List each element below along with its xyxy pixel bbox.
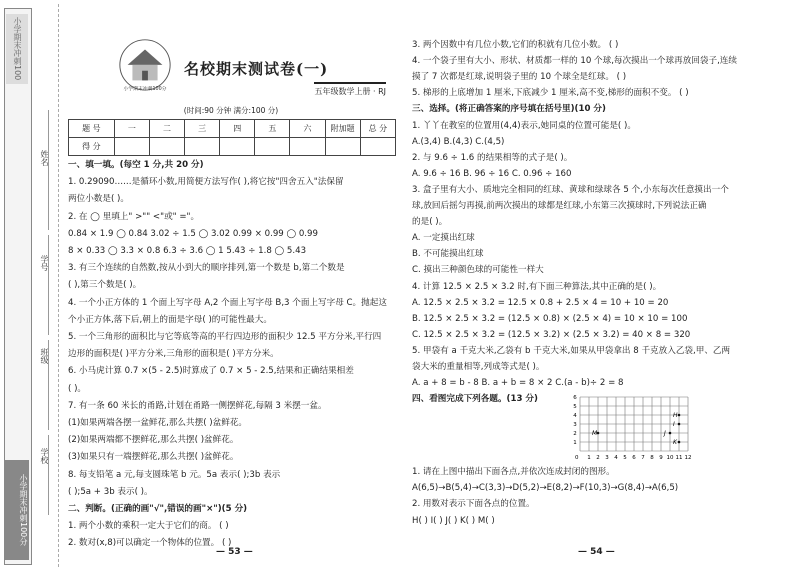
grid-question-line: 2. 用数对表示下面各点的位置。 bbox=[412, 499, 535, 509]
grid-point-label: K bbox=[673, 439, 677, 446]
question-line: 1. 0.29090……是循环小数,用简便方法写作( ),将它按"四舍五入"法保留 bbox=[68, 177, 344, 188]
question-line: 1. 丫丫在教室的位置用(4,4)表示,她同桌的位置可能是( )。 bbox=[412, 120, 636, 131]
grid-point-label: I bbox=[673, 421, 675, 428]
question-line: (3)如果只有一端摆鲜花,那么共摆( )盆鲜花。 bbox=[68, 452, 239, 463]
y-tick-label: 4 bbox=[573, 413, 577, 419]
question-line: (2)如果两端都不摆鲜花,那么共摆( )盆鲜花。 bbox=[68, 435, 239, 446]
score-table bbox=[68, 119, 396, 156]
question-line: A. 9.6 ÷ 16 B. 96 ÷ 16 C. 0.96 ÷ 160 bbox=[412, 168, 572, 179]
x-tick-label: 8 bbox=[650, 455, 654, 461]
school-line bbox=[48, 435, 50, 515]
question-line: 袋大米的重量相等,列成等式是( )。 bbox=[412, 362, 545, 372]
class-label: 班级 bbox=[40, 348, 49, 364]
question-line: 2. 数对(x,8)可以确定一个物体的位置。 ( ) bbox=[68, 538, 232, 549]
question-line: 6. 小马虎计算 0.7 ×(5 - 2.5)时算成了 0.7 × 5 - 2.5,结果和正确结果相差 bbox=[68, 366, 354, 377]
question-line: A. 一定摸出红球 bbox=[412, 233, 475, 244]
score-cell[interactable] bbox=[325, 138, 360, 156]
question-line: 3. 有三个连续的自然数,按从小到大的顺序排列,第一个数是 b,第二个数是 bbox=[68, 263, 345, 274]
logo-house-icon bbox=[116, 34, 174, 92]
question-line: 2. 在 ◯ 里填上" >"" <"或" ="。 bbox=[68, 211, 200, 222]
right-page bbox=[408, 0, 788, 571]
question-line: 个小正方体,落下后,朝上的面是字母( )的可能性最大。 bbox=[68, 314, 272, 325]
y-tick-label: 2 bbox=[573, 431, 577, 437]
school-label: 学校 bbox=[40, 448, 49, 464]
grid-question-line: A(6,5)→B(5,4)→C(3,3)→D(5,2)→E(8,2)→F(10,3)→G(8,4)→A(6,5) bbox=[412, 483, 679, 493]
logo-text: 小学期末冲刺100分 bbox=[123, 87, 167, 92]
score-cell: 总 分 bbox=[360, 120, 395, 138]
grid-point bbox=[678, 441, 681, 444]
x-tick-label: 10 bbox=[666, 455, 674, 461]
name-line bbox=[48, 110, 50, 230]
score-cell: 六 bbox=[290, 120, 325, 138]
binding-sidebar bbox=[0, 0, 70, 571]
y-tick-label: 3 bbox=[573, 422, 577, 428]
x-tick-label: 1 bbox=[587, 455, 591, 461]
score-cell: 四 bbox=[220, 120, 255, 138]
score-cell[interactable] bbox=[114, 138, 149, 156]
question-line: 8. 每支铅笔 a 元,每支圆珠笔 b 元。5a 表示( );3b 表示 bbox=[68, 469, 281, 480]
x-tick-label: 4 bbox=[614, 455, 618, 461]
x-tick-label: 2 bbox=[596, 455, 600, 461]
grid-point-label: M bbox=[592, 430, 598, 437]
id-line bbox=[48, 235, 50, 335]
question-line: ( )。 bbox=[68, 383, 87, 394]
section-heading: 四、看图完成下列各题。(13 分) bbox=[412, 394, 538, 405]
question-line: 0.84 × 1.9 ◯ 0.84 3.02 ÷ 1.5 ◯ 3.02 0.99 × 0.99 ◯ 0.99 bbox=[68, 228, 318, 239]
question-line: 8 × 0.33 ◯ 3.3 × 0.8 6.3 ÷ 3.6 ◯ 1 5.43 ÷ 1.8 ◯ 5.43 bbox=[68, 246, 307, 256]
question-line: ( );5a + 3b 表示( )。 bbox=[68, 486, 153, 497]
name-label: 姓名 bbox=[40, 150, 49, 166]
origin-label: 0 bbox=[575, 455, 579, 461]
x-tick-label: 6 bbox=[632, 455, 636, 461]
score-cell[interactable] bbox=[185, 138, 220, 156]
score-cell: 三 bbox=[185, 120, 220, 138]
page-title: 名校期末测试卷(一) bbox=[184, 60, 329, 78]
x-tick-label: 5 bbox=[623, 455, 627, 461]
question-line: 3. 两个因数中有几位小数,它们的积就有几位小数。 ( ) bbox=[412, 40, 619, 50]
section-heading: 三、选择。(将正确答案的序号填在括号里)(10 分) bbox=[412, 104, 606, 115]
score-cell: 二 bbox=[149, 120, 184, 138]
grid-question-line: 1. 请在上图中描出下面各点,并依次连成封闭的图形。 bbox=[412, 467, 615, 477]
student-id-label: 学号 bbox=[40, 255, 49, 271]
grid-point bbox=[669, 432, 672, 435]
score-cell: 附加题 bbox=[325, 120, 360, 138]
question-line: 的是( )。 bbox=[412, 217, 448, 228]
question-line: (1)如果两端各摆一盆鲜花,那么共摆( )盆鲜花。 bbox=[68, 418, 248, 428]
x-tick-label: 3 bbox=[605, 455, 609, 461]
coordinate-grid bbox=[566, 393, 706, 463]
subject-label: 五年级数学上册 · RJ bbox=[314, 82, 386, 97]
question-line: 球,放回后摇匀再摸,前两次摸出的球都是红球,小东第三次摸球时,下列说法正确 bbox=[412, 201, 707, 211]
score-cell[interactable] bbox=[220, 138, 255, 156]
score-cell: 五 bbox=[255, 120, 290, 138]
score-cell[interactable] bbox=[360, 138, 395, 156]
y-tick-label: 6 bbox=[573, 395, 577, 401]
score-cell[interactable] bbox=[290, 138, 325, 156]
question-line: 2. 与 9.6 ÷ 1.6 的结果相等的式子是( )。 bbox=[412, 152, 573, 163]
question-line: 边形的面积是( )平方分米,三角形的面积是( )平方分米。 bbox=[68, 349, 279, 360]
grid-point-label: H bbox=[673, 412, 678, 419]
grid-point bbox=[678, 423, 681, 426]
question-line: 4. 一个小正方体的 1 个面上写字母 A,2 个面上写字母 B,3 个面上写字母 C。抛起这 bbox=[68, 297, 387, 308]
y-tick-label: 1 bbox=[573, 440, 577, 446]
question-line: 摸了 7 次都是红球,说明袋子里的 10 个球全是红球。 ( ) bbox=[412, 72, 627, 83]
question-line: 3. 盒子里有大小、质地完全相同的红球、黄球和绿球各 5 个,小东每次任意摸出一个 bbox=[412, 184, 729, 195]
page-number-right: — 54 — bbox=[578, 547, 615, 557]
score-cell: 一 bbox=[114, 120, 149, 138]
x-tick-label: 7 bbox=[641, 455, 645, 461]
question-line: C. 12.5 × 2.5 × 3.2 = (12.5 × 3.2) × (2.5 × 3.2) = 40 × 8 = 320 bbox=[412, 329, 691, 340]
question-line: C. 摸出三种颜色球的可能性一样大 bbox=[412, 265, 544, 276]
left-page bbox=[66, 0, 396, 571]
grid-point-label: J bbox=[664, 430, 666, 437]
question-line: 4. 计算 12.5 × 2.5 × 3.2 时,有下面三种算法,其中正确的是( )。 bbox=[412, 281, 662, 292]
question-line: 两位小数是( )。 bbox=[68, 194, 129, 205]
question-line: A. 12.5 × 2.5 × 3.2 = 12.5 × 0.8 + 2.5 × 4 = 10 + 10 = 20 bbox=[412, 297, 669, 308]
section-heading: 二、判断。(正确的画"√",错误的画"×")(5 分) bbox=[68, 504, 248, 514]
y-tick-label: 5 bbox=[573, 404, 577, 410]
question-line: A.(3,4) B.(4,3) C.(4,5) bbox=[412, 136, 505, 147]
question-line: 4. 一个袋子里有大小、形状、材质都一样的 10 个球,每次摸出一个球再放回袋子,连续 bbox=[412, 56, 737, 67]
score-cell[interactable] bbox=[255, 138, 290, 156]
question-line: B. 12.5 × 2.5 × 3.2 = (12.5 × 0.8) × (2.5 × 4) = 10 × 10 = 100 bbox=[412, 313, 688, 324]
cut-line bbox=[58, 4, 59, 567]
question-line: B. 不可能摸出红球 bbox=[412, 249, 484, 260]
question-line: ( ),第三个数是( )。 bbox=[68, 280, 142, 291]
series-badge-bottom: 小学期末冲刺100分 bbox=[5, 460, 29, 560]
x-tick-label: 9 bbox=[659, 455, 663, 461]
question-line: 5. 梯形的上底增加 1 厘米,下底减少 1 厘米,高不变,梯形的面积不变。 ( ) bbox=[412, 88, 689, 99]
question-line: 7. 有一条 60 米长的甬路,计划在甬路一侧摆鲜花,每隔 3 米摆一盆。 bbox=[68, 400, 327, 411]
question-line: 5. 甲袋有 a 千克大米,乙袋有 b 千克大米,如果从甲袋拿出 8 千克放入乙袋,甲、乙两 bbox=[412, 345, 731, 356]
question-line: A. a + 8 = b - 8 B. a + b = 8 × 2 C.(a - b)÷ 2 = 8 bbox=[412, 378, 624, 389]
x-tick-label: 12 bbox=[684, 455, 692, 461]
score-cell[interactable] bbox=[149, 138, 184, 156]
grid-question-line: H( ) I( ) J( ) K( ) M( ) bbox=[412, 516, 495, 526]
score-cell: 题 号 bbox=[69, 120, 115, 138]
score-cell: 得 分 bbox=[69, 138, 115, 156]
grid-point bbox=[678, 414, 681, 417]
class-line bbox=[48, 340, 50, 430]
time-info: (时间:90 分钟 满分:100 分) bbox=[183, 106, 279, 115]
series-badge: 小学期末冲刺100 bbox=[6, 14, 28, 84]
question-line: 1. 两个小数的乘积一定大于它们的商。 ( ) bbox=[68, 521, 229, 532]
section-heading: 一、填一填。(每空 1 分,共 20 分) bbox=[68, 160, 204, 170]
x-tick-label: 11 bbox=[675, 455, 683, 461]
page-number-left: — 53 — bbox=[216, 547, 253, 557]
question-line: 5. 一个三角形的面积比与它等底等高的平行四边形的面积少 12.5 平方分米,平行四 bbox=[68, 332, 382, 342]
